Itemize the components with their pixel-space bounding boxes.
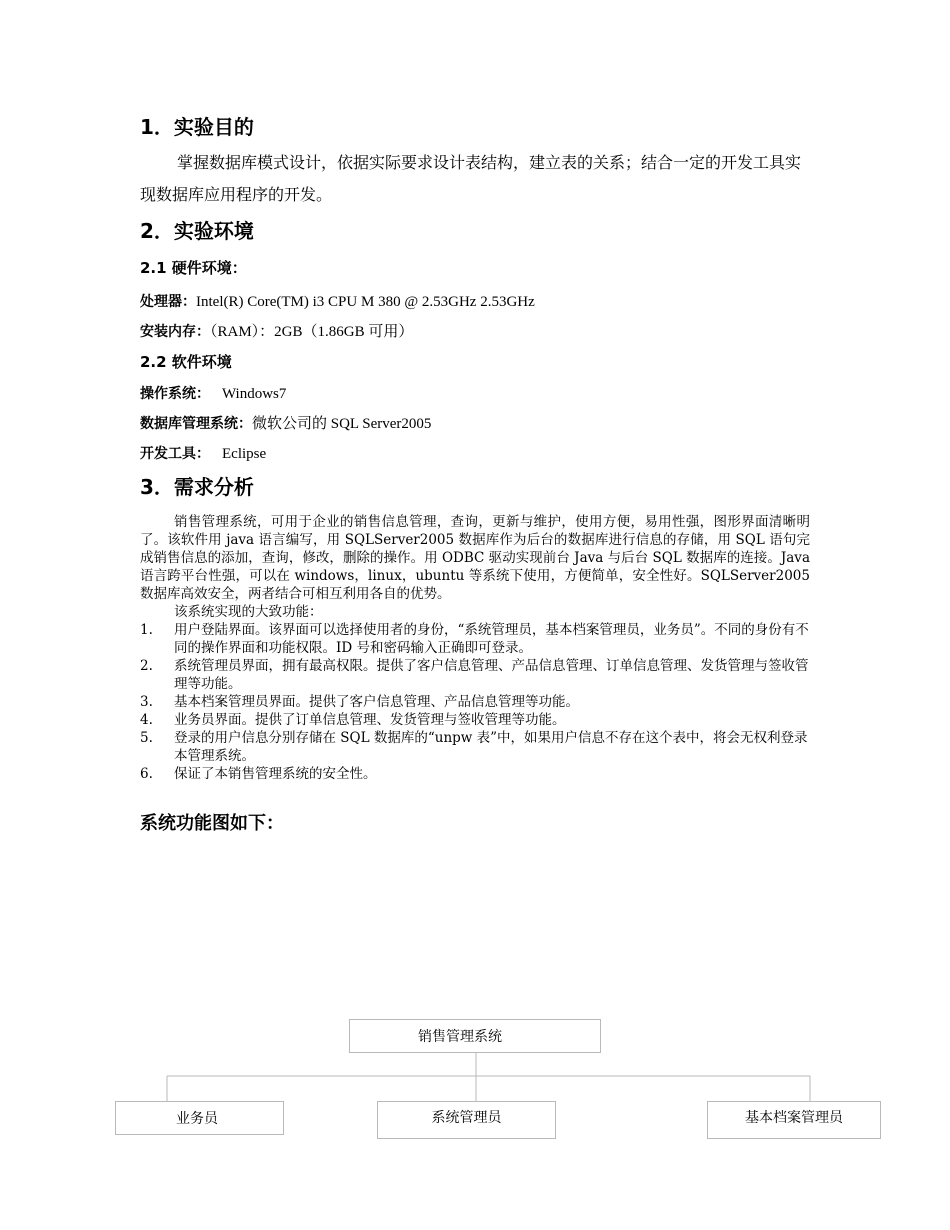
diagram-heading: 系统功能图如下： — [140, 813, 284, 834]
os-label: 操作系统： — [140, 386, 210, 402]
ram-value: （RAM）：2GB（1.86GB 可用） — [210, 324, 414, 340]
diagram-node-archive-admin: 基本档案管理员 — [707, 1101, 881, 1139]
section-1-text: 掌握数据库模式设计，依据实际要求设计表结构，建立表的关系；结合一定的开发工具实现数据库应用程序的开发。 — [140, 153, 802, 204]
section-2-heading: 2．实验环境 — [140, 219, 254, 243]
function-item-text: 登录的用户信息分别存储在 SQL 数据库的“unpw 表”中，如果用户信息不存在这个表中，将会无权利登录本管理系统。 — [174, 730, 808, 764]
processor-label: 处理器： — [140, 294, 196, 310]
function-item-number: 5. — [140, 730, 153, 746]
function-item-text: 系统管理员界面，拥有最高权限。提供了客户信息管理、产品信息管理、订单信息管理、发货管理与签收管理等功能。 — [174, 658, 809, 692]
ram-label: 安装内存： — [140, 324, 210, 340]
diagram-node-salesperson: 业务员 — [115, 1101, 284, 1135]
hardware-heading: 2.1 硬件环境： — [140, 259, 247, 277]
requirements-intro: 销售管理系统，可用于企业的销售信息管理，查询，更新与维护，使用方便，易用性强，图形界面清晰明了。该软件用 java 语言编写，用 SQLServer2005 数据库作为后台的数据库进行信息的存储，用 SQL 语句完成销售信息的添加，查询，修改，删除的操作。用 ODBC 驱动实现前台 Java 与后台 SQL 数据库的连接。Java 语言跨平台性强，可以在 windows，linux，ubuntu 等系统下使用，方便简单，安全性好。SQLServer2005 数据库高效安全，两者结合可相互利用各自的优势。 — [140, 514, 810, 602]
section-1-heading: 1．实验目的 — [140, 115, 254, 139]
dbms-label: 数据库管理系统： — [140, 416, 252, 432]
tool-label: 开发工具： — [140, 446, 210, 462]
diagram-node-system-admin: 系统管理员 — [377, 1101, 556, 1139]
os-value: Windows7 — [222, 386, 287, 402]
function-item-number: 2. — [140, 658, 153, 674]
function-item-number: 4. — [140, 712, 153, 728]
dbms-value: 微软公司的 SQL Server2005 — [252, 416, 432, 432]
function-intro: 该系统实现的大致功能： — [174, 604, 323, 620]
function-item-number: 3. — [140, 694, 153, 710]
function-item-number: 6. — [140, 766, 153, 782]
tool-value: Eclipse — [222, 446, 267, 462]
diagram-root-node: 销售管理系统 — [349, 1019, 601, 1053]
software-heading: 2.2 软件环境 — [140, 353, 232, 371]
function-item-text: 业务员界面。提供了订单信息管理、发货管理与签收管理等功能。 — [174, 712, 566, 728]
function-item-text: 用户登陆界面。该界面可以选择使用者的身份，“系统管理员，基本档案管理员，业务员”。不同的身份有不同的操作界面和功能权限。ID 号和密码输入正确即可登录。 — [174, 622, 809, 656]
function-item-text: 保证了本销售管理系统的安全性。 — [174, 766, 377, 782]
function-item-number: 1. — [140, 622, 153, 638]
section-3-heading: 3．需求分析 — [140, 475, 254, 499]
function-item-text: 基本档案管理员界面。提供了客户信息管理、产品信息管理等功能。 — [174, 694, 579, 710]
processor-value: Intel(R) Core(TM) i3 CPU M 380 @ 2.53GHz 2.53GHz — [196, 294, 535, 310]
